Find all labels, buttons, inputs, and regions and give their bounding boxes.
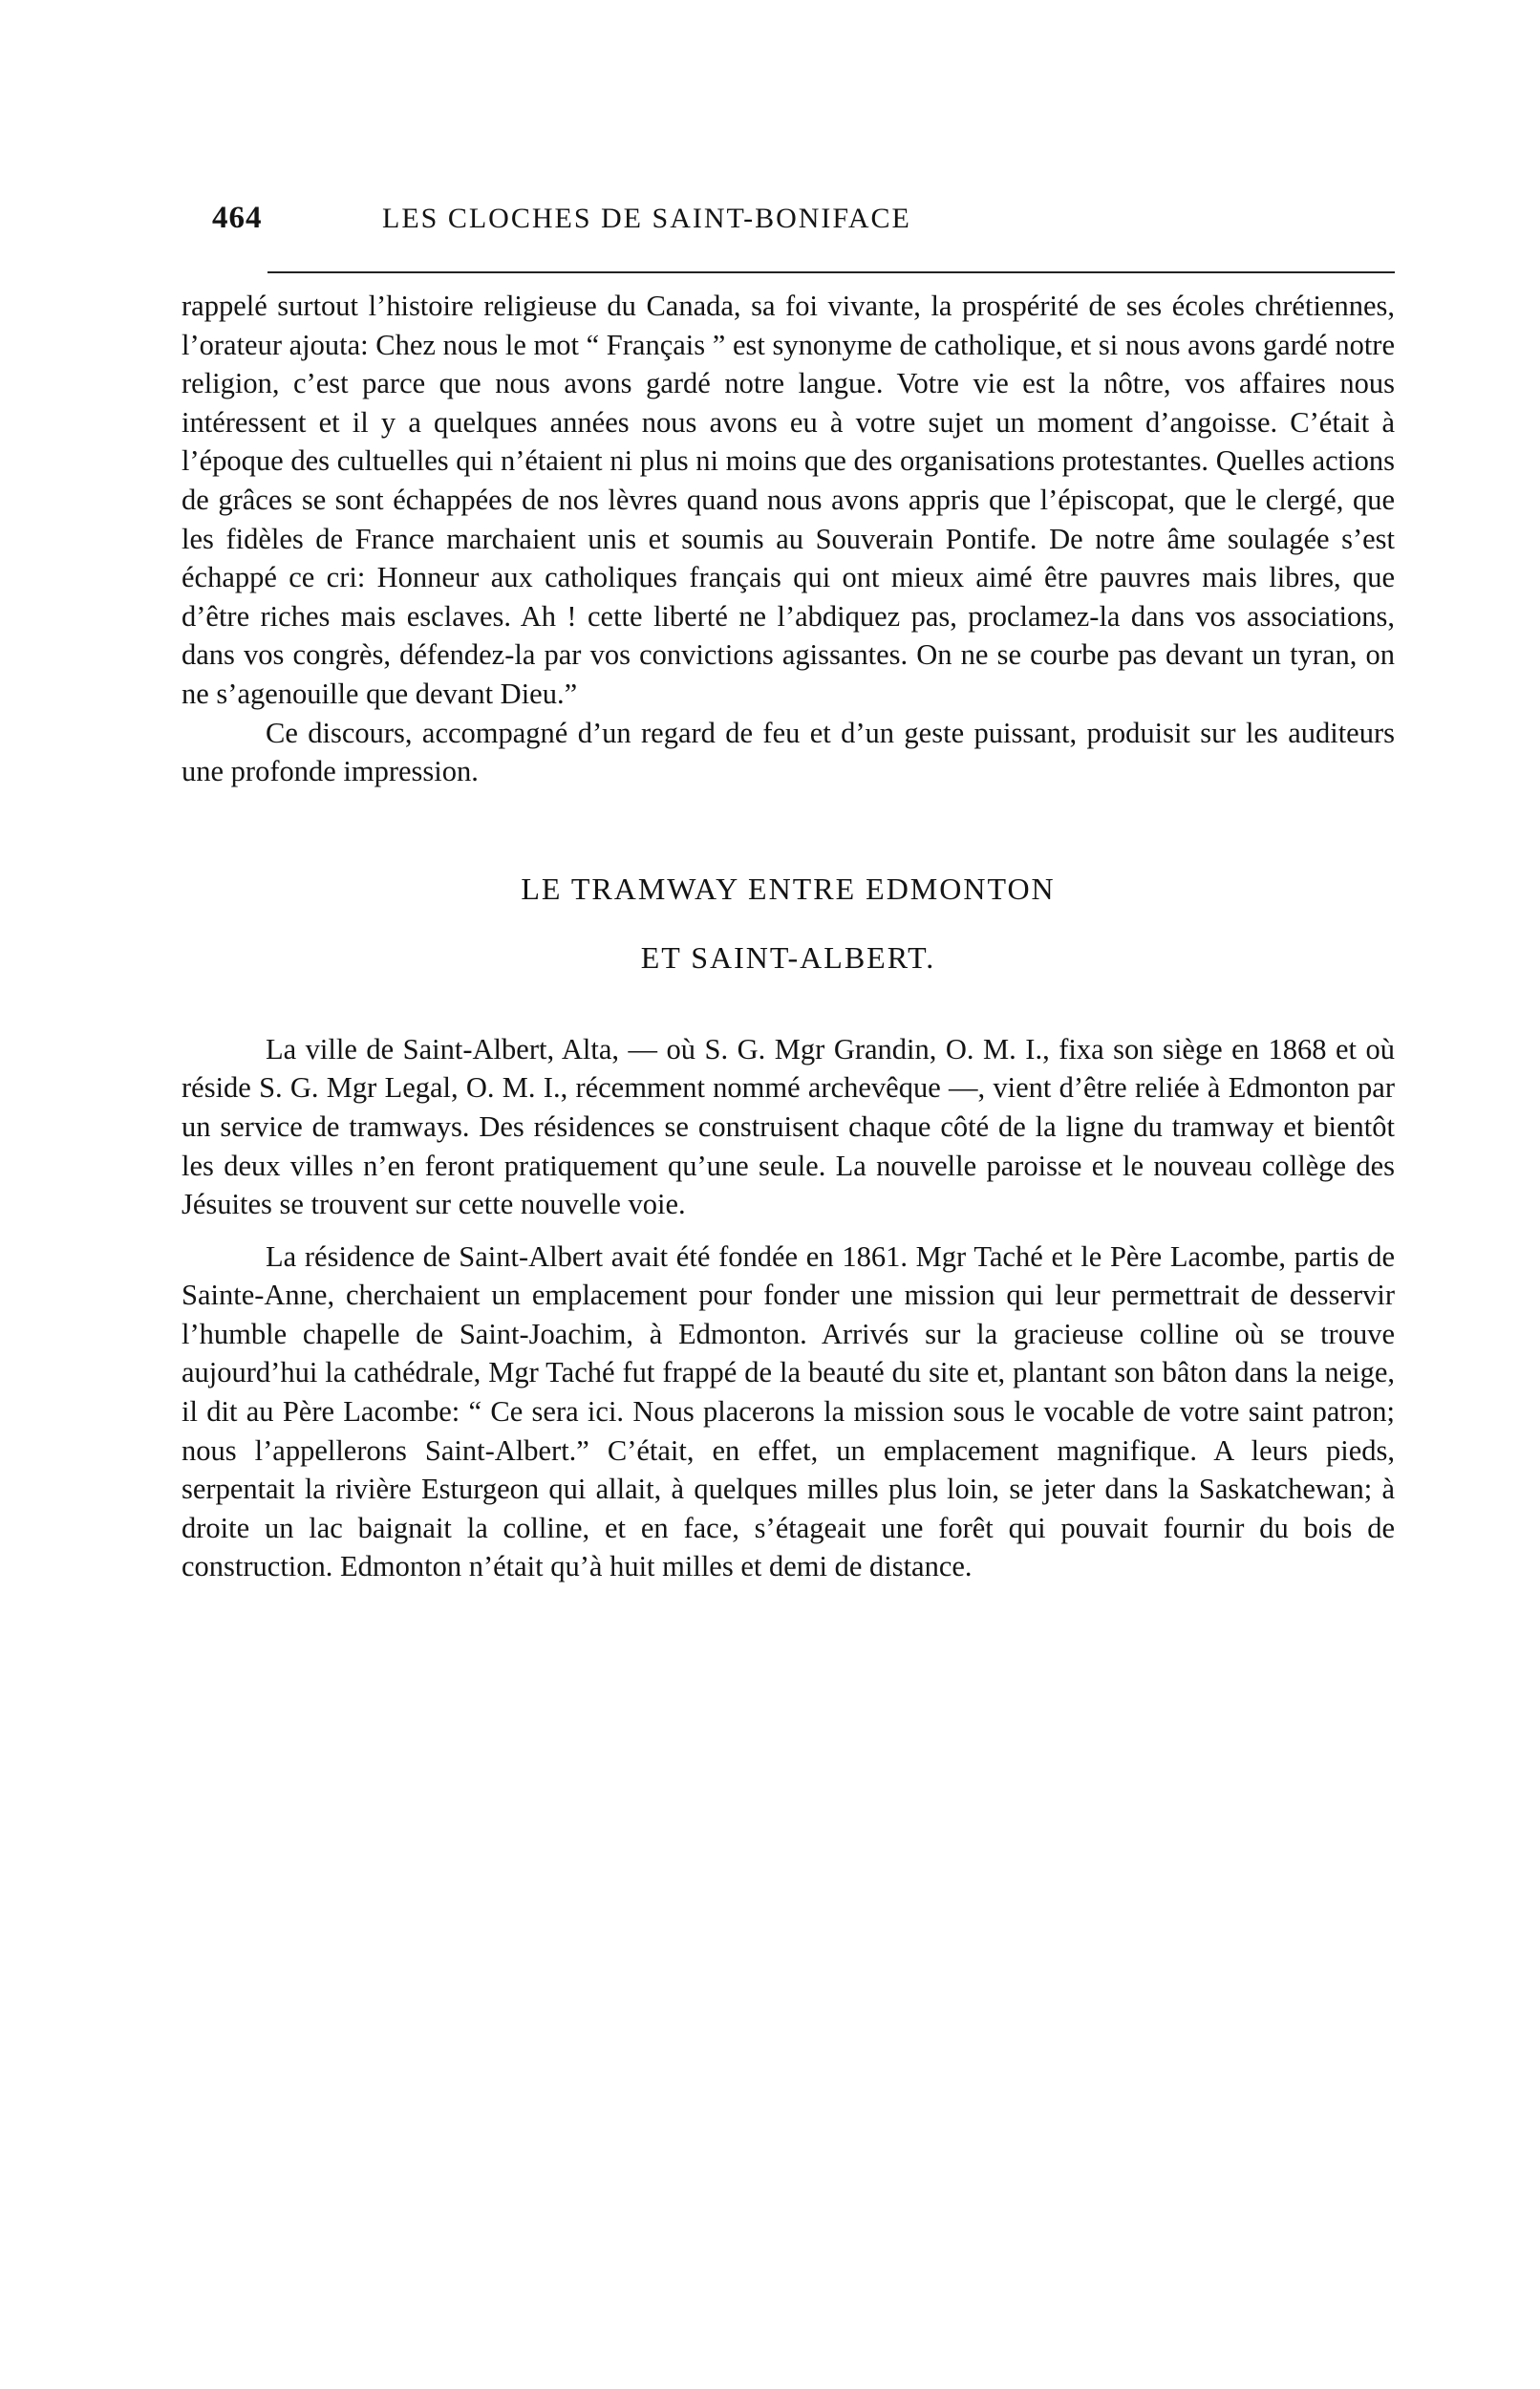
spacer [182, 977, 1395, 1030]
section-paragraph: La résidence de Saint-Albert avait été fondée en 1861. Mgr Taché et le Père Lacombe, partis de Sainte-Anne, cherchaient un emplacement pour fonder une mission qui leur permettrait de desservir l’humble chapelle de Saint-Joachim, à Edmonton. Arrivés sur la gracieuse colline où se trouve aujourd’hui la cathédrale, Mgr Taché fut frappé de la beauté du site et, plantant son bâton dans la neige, il dit au Père Lacombe: “ Ce sera ici. Nous placerons la mission sous le vocable de votre saint patron; nous l’appellerons Saint-Albert.” C’était, en effet, un emplacement magnifique. A leurs pieds, serpentait la rivière Esturgeon qui allait, à quelques milles plus loin, se jeter dans la Saskatchewan; à droite un lac baignait la colline, et en face, s’étageait une forêt qui pouvait fournir du bois de construction. Edmonton n’était qu’à huit milles et demi de distance. [182, 1239, 1395, 1583]
running-head [201, 201, 1395, 243]
body-paragraph: Ce discours, accompagné d’un regard de feu et d’un geste puissant, produisit sur les auditeurs une profonde impression. [182, 716, 1395, 788]
section-heading-line-2: ET SAINT-ALBERT. [640, 939, 936, 975]
page-body [182, 287, 1395, 1586]
page-number: 464 [212, 201, 263, 235]
section-paragraph: La ville de Saint-Albert, Alta, — où S. G. Mgr Grandin, O. M. I., fixa son siège en 1868 et où réside S. G. Mgr Legal, O. M. I., récemment nommé archevêque —, vient d’être reliée à Edmonton par un service de tramways. Des résidences se construisent chaque côté de la ligne du tramway et bientôt les deux villes n’en feront pratiquement qu’une seule. La nouvelle paroisse et le nouveau collège des Jésuites se trouvent sur cette nouvelle voie. [182, 1032, 1395, 1221]
spacer [182, 791, 1395, 870]
header-rule [267, 271, 1395, 273]
body-paragraph: rappelé surtout l’histoire religieuse du Canada, sa foi vivante, la prospérité de ses écoles chrétiennes, l’orateur ajouta: Chez nous le mot “ Français ” est synonyme de catholique, et si nous avons gardé notre religion, c’est parce que nous avons gardé notre langue. Votre vie est la nôtre, vos affaires nous intéressent et il y a quelques années nous avons eu à votre sujet un moment d’angoisse. C’était à l’époque des cultuelles qui n’étaient ni plus ni moins que des organisations protestantes. Quelles actions de grâces se sont échappées de nos lèvres quand nous avons appris que l’épiscopat, que le clergé, que les fidèles de France marchaient unis et soumis au Souverain Pontife. De notre âme soulagée s’est échappé ce cri: Honneur aux catholiques français qui ont mieux aimé être pauvres mais libres, que d’être riches mais esclaves. Ah ! cette liberté ne l’abdiquez pas, proclamez-la dans vos associations, dans vos congrès, défendez-la par vos convictions agissantes. On ne se courbe pas devant un tyran, on ne s’agenouille que devant Dieu.” [182, 290, 1395, 710]
section-heading-line-1: LE TRAMWAY ENTRE EDMONTON [521, 871, 1056, 906]
spacer [182, 1224, 1395, 1238]
running-title: LES CLOCHES DE SAINT-BONIFACE [382, 203, 911, 234]
